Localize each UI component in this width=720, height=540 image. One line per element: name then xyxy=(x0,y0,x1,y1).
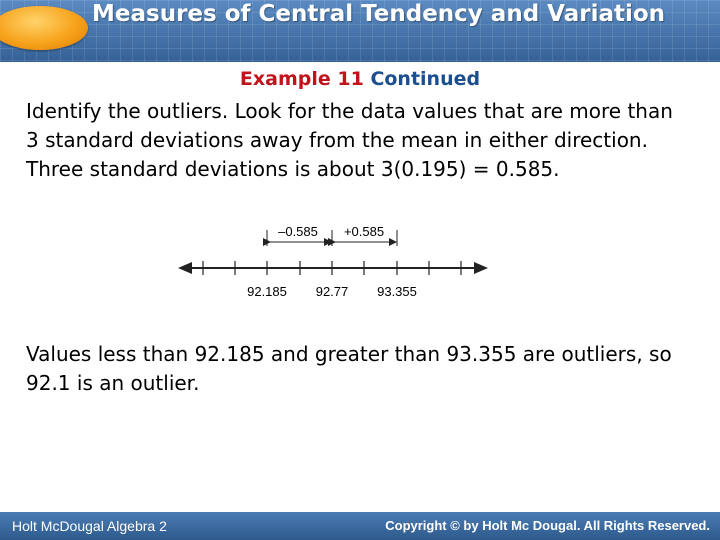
right-offset-label: +0.585 xyxy=(343,224,385,239)
logo-oval-icon xyxy=(0,6,88,50)
right-arrowhead xyxy=(474,262,488,274)
footer-copyright: Copyright © by Holt Mc Dougal. All Rights Reserved. xyxy=(385,518,710,533)
slide-title: Measures of Central Tendency and Variation xyxy=(92,1,666,27)
number-line xyxy=(170,220,500,310)
tick-label-mean: 92.77 xyxy=(315,284,349,299)
footer-book-title: Holt McDougal Algebra 2 xyxy=(12,518,167,534)
example-heading xyxy=(0,68,720,90)
instruction-paragraph: Identify the outliers. Look for the data values that are more than 3 standard deviations away from the mean in either direction. Three standard deviations is about 3(0.195) = 0.585. xyxy=(26,99,673,181)
tick-label-low: 92.185 xyxy=(247,284,287,299)
tick-label-high: 93.355 xyxy=(377,284,417,299)
conclusion-paragraph: Values less than 92.185 and greater than 93.355 are outliers, so 92.1 is an outlier. xyxy=(26,342,672,395)
left-arrowhead xyxy=(178,262,192,274)
footer-bar xyxy=(0,512,720,540)
left-offset-label: –0.585 xyxy=(278,224,318,239)
header-bar xyxy=(0,0,720,62)
example-number: Example 11 xyxy=(239,68,364,90)
example-continued: Continued xyxy=(370,68,481,90)
